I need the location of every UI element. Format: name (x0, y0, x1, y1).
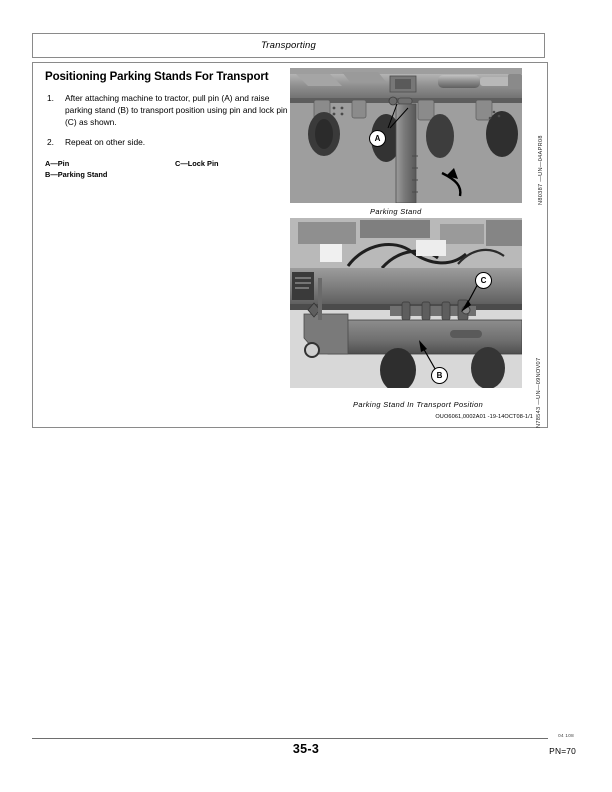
callout-c: C (475, 272, 492, 289)
figure-caption-upper: Parking Stand (370, 207, 422, 216)
callout-legend (45, 159, 297, 180)
figure-credit-lower: N78543 —UN—09NOV07 (536, 357, 542, 428)
step-text: Repeat on other side. (65, 136, 146, 147)
footer-pn-code: PN=70 (549, 746, 576, 756)
page-number: 35-3 (292, 742, 320, 756)
content-box (32, 62, 548, 428)
page-title: Positioning Parking Stands For Transport (45, 71, 269, 83)
step-item (45, 93, 297, 129)
step-text: After attaching machine to tractor, pull pin (A) and raise parking stand (B) to transport position using pin and lock pin (C) as shown. (65, 93, 288, 128)
legend-item-b: B—Parking Stand (45, 169, 108, 179)
text-column (45, 71, 297, 180)
transport-position-illustration (290, 218, 522, 388)
callout-a: A (369, 130, 386, 147)
legend-column-left (45, 159, 175, 180)
legend-column-right (175, 159, 219, 170)
header-title: Transporting (260, 40, 317, 51)
figure-parking-stand-transport (290, 218, 522, 388)
legend-item-a: A—Pin (45, 158, 70, 168)
step-number: 2. (47, 136, 54, 147)
document-id: OUO6061,0002A01 -19-14OCT08-1/1 (435, 414, 533, 420)
figure-caption-lower: Parking Stand In Transport Position (353, 400, 484, 409)
figure-credit-upper: N80387 —UN—04APR08 (538, 135, 544, 205)
running-header (32, 33, 545, 58)
callout-b: B (431, 367, 448, 384)
figure-parking-stand (290, 68, 522, 203)
procedure-steps (45, 93, 297, 149)
footer-divider (32, 738, 548, 739)
legend-item-c: C—Lock Pin (175, 158, 219, 168)
step-number: 1. (47, 93, 54, 104)
parking-stand-illustration (290, 68, 522, 203)
footer-date-code: 04 108 (558, 733, 574, 738)
step-item (45, 137, 297, 149)
